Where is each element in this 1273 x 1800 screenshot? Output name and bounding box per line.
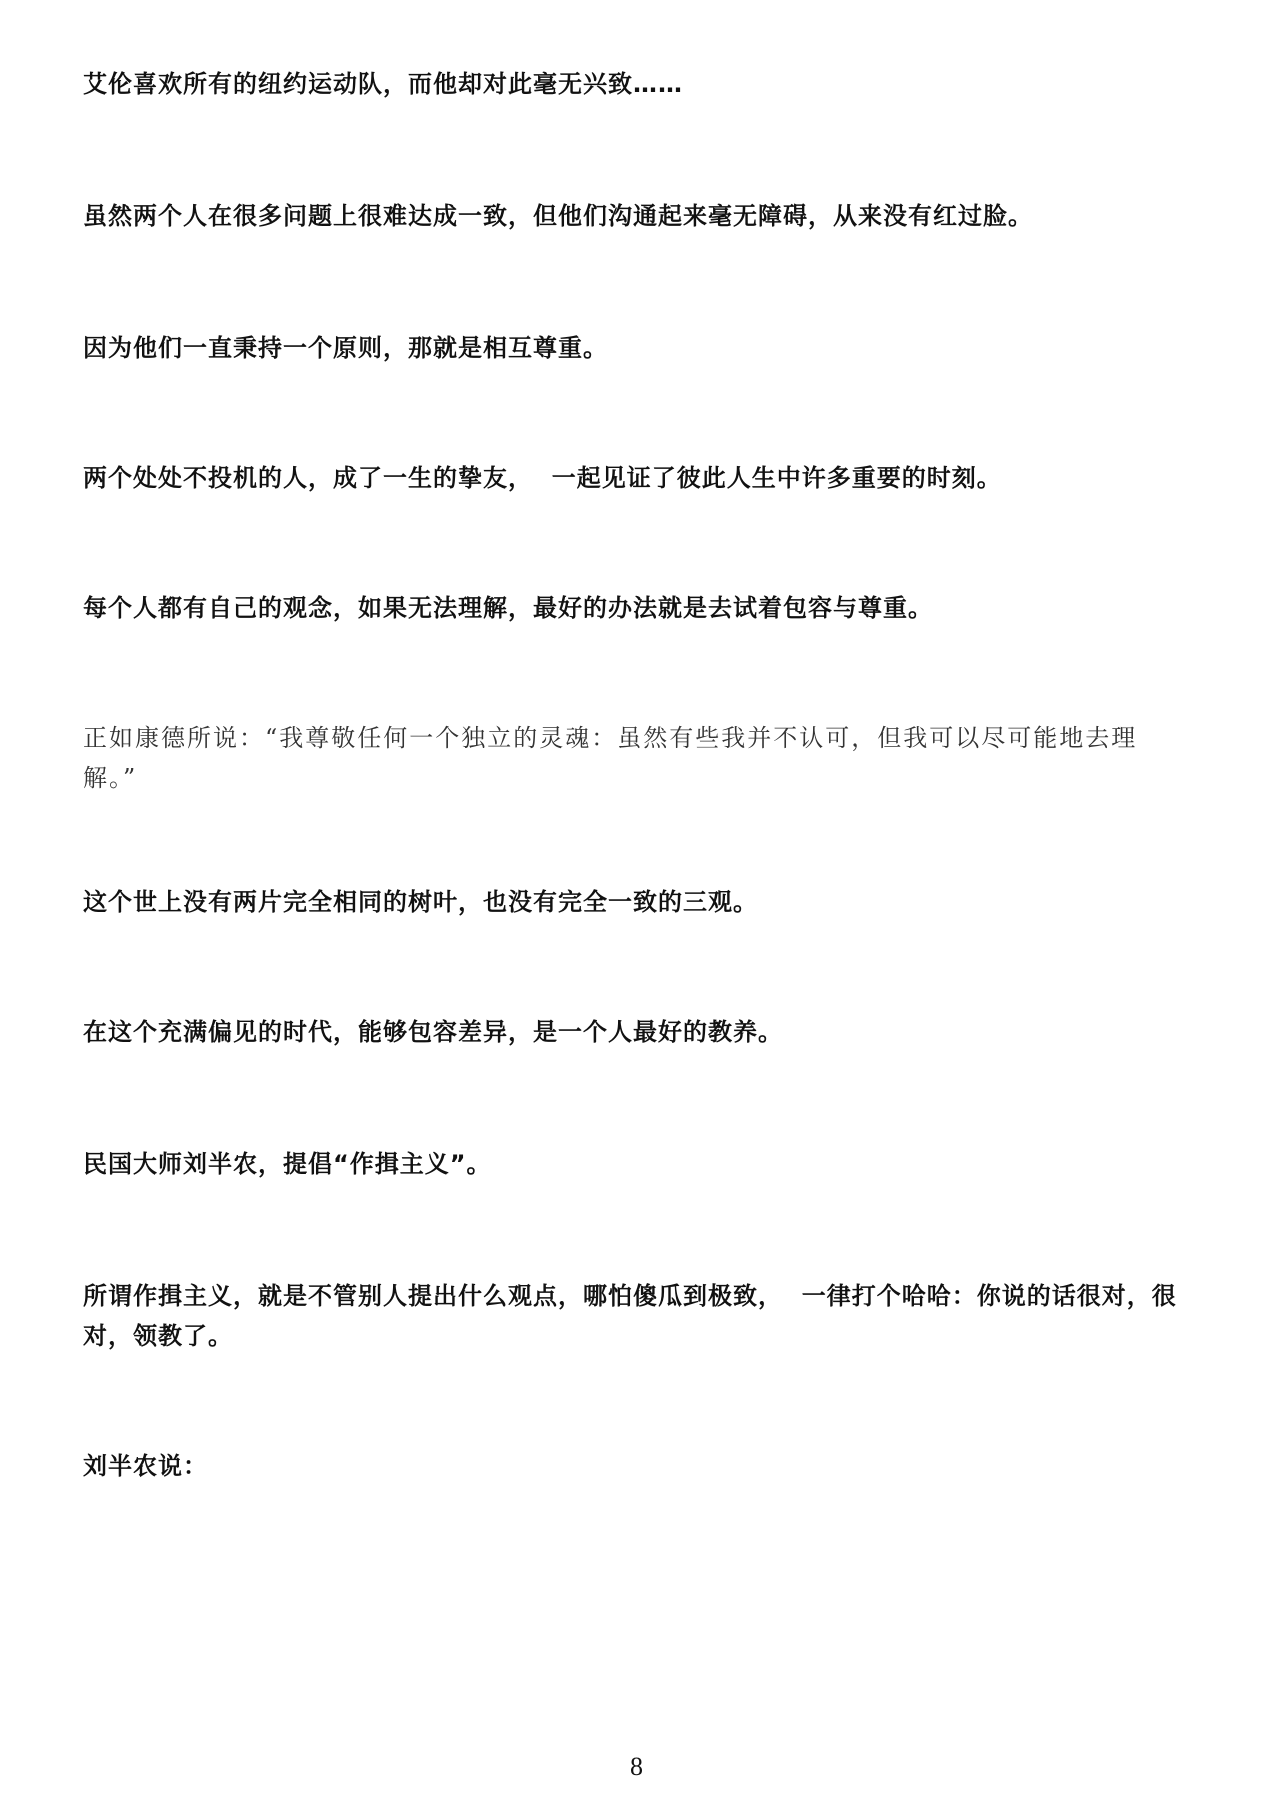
paragraph-4: 两个处处不投机的人，成了一生的挚友， 一起见证了彼此人生中许多重要的时刻。 [83,464,1002,492]
kant-quote-paragraph: 正如康德所说：“我尊敬任何一个独立的灵魂：虽然有些我并不认可，但我可以尽可能地去理解。” [83,724,1138,792]
paragraph-5: 每个人都有自己的观念，如果无法理解，最好的办法就是去试着包容与尊重。 [83,594,933,622]
paragraph-3: 因为他们一直秉持一个原则，那就是相互尊重。 [83,334,608,362]
paragraph-11: 刘半农说： [83,1452,208,1480]
paragraph-1: 艾伦喜欢所有的纽约运动队，而他却对此毫无兴致…… [83,70,683,98]
paragraph-7: 这个世上没有两片完全相同的树叶，也没有完全一致的三观。 [83,888,758,916]
paragraph-2: 虽然两个人在很多问题上很难达成一致，但他们沟通起来毫无障碍，从来没有红过脸。 [83,202,1033,230]
paragraph-10: 所谓作揖主义，就是不管别人提出什么观点，哪怕傻瓜到极致， 一律打个哈哈：你说的话很对，很对，领教了。 [83,1282,1177,1350]
paragraph-8: 在这个充满偏见的时代，能够包容差异，是一个人最好的教养。 [83,1018,783,1046]
page-number: 8 [630,1752,643,1781]
paragraph-9: 民国大师刘半农，提倡“作揖主义”。 [83,1150,492,1178]
